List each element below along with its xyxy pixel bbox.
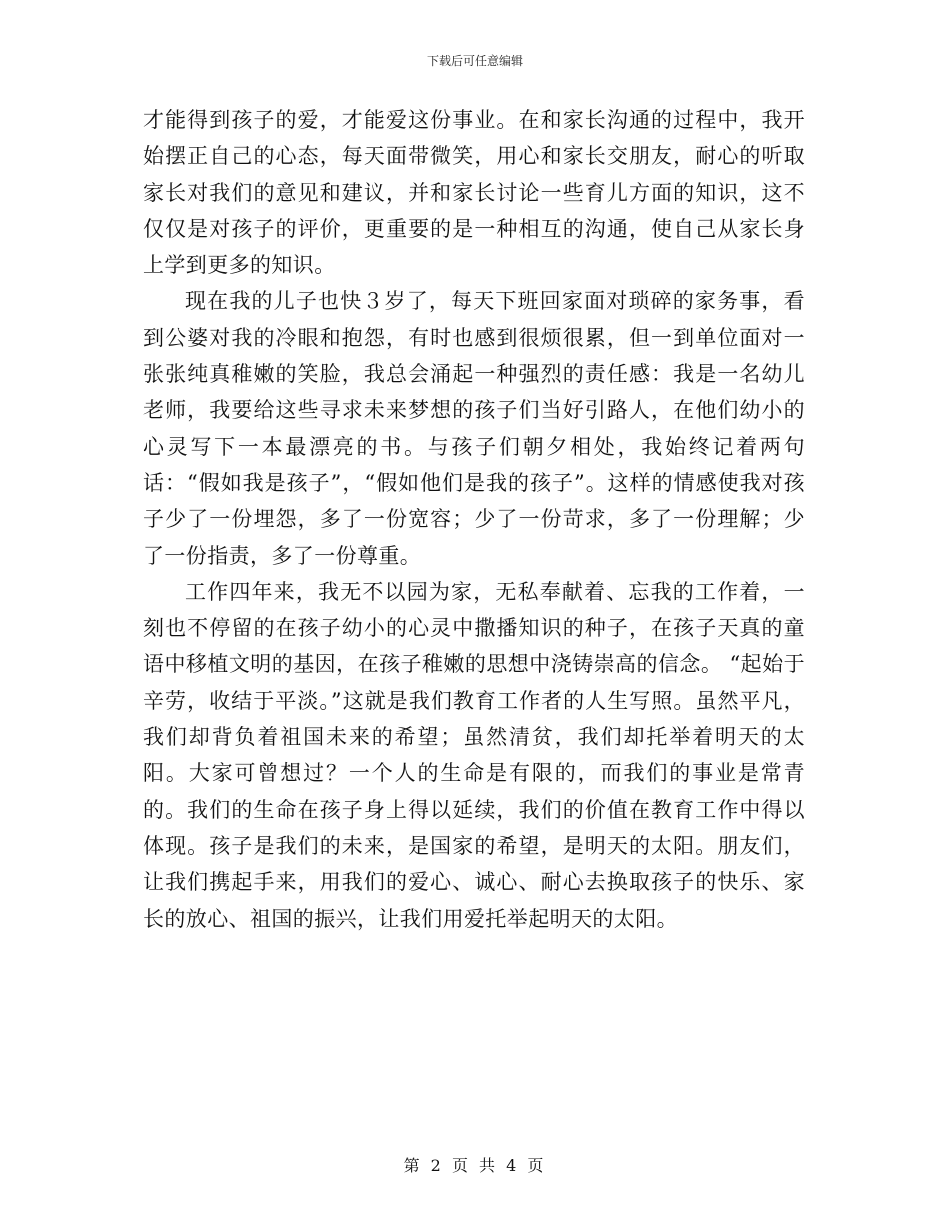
paragraph-2: 现在我的儿子也快３岁了，每天下班回家面对琐碎的家务事，看到公婆对我的冷眼和抱怨，有时也感到很烦很累，但一到单位面对一张张纯真稚嫩的笑脸，我总会涌起一种强烈的责任感：我是一名幼儿老师，我要给这些寻求未来梦想的孩子们当好引路人，在他们幼小的心灵写下一本最漂亮的书。与孩子们朝夕相处，我始终记着两句话：“假如我是孩子”，“假如他们是我的孩子”。这样的情感使我对孩子少了一份埋怨，多了一份宽容；少了一份苛求，多了一份理解；少了一份指责，多了一份尊重。 bbox=[143, 289, 805, 568]
paragraph-1: 才能得到孩子的爱，才能爱这份事业。在和家长沟通的过程中，我开始摆正自己的心态，每天面带微笑，用心和家长交朋友，耐心的听取家长对我们的意见和建议，并和家长讨论一些育儿方面的知识，这不仅仅是对孩子的评价，更重要的是一种相互的沟通，使自己从家长身上学到更多的知识。 bbox=[143, 108, 805, 278]
page-number-footer: 第 2 页 共 4 页 bbox=[403, 1156, 547, 1175]
header-note: 下载后可任意编辑 bbox=[426, 54, 523, 68]
body-text bbox=[143, 102, 805, 937]
paragraph-3: 工作四年来，我无不以园为家，无私奉献着、忘我的工作着，一刻也不停留的在孩子幼小的心灵中撒播知识的种子，在孩子天真的童语中移植文明的基因，在孩子稚嫩的思想中浇铸崇高的信念。 “起始于辛劳，收结于平淡。”这就是我们教育工作者的人生写照。虽然平凡，我们却背负着祖国未来的希望；虽然清贫，我们却托举着明天的太阳。大家可曾想过？一个人的生命是有限的，而我们的事业是常青的。我们的生命在孩子身上得以延续，我们的价值在教育工作中得以体现。孩子是我们的未来，是国家的希望，是明天的太阳。朋友们，让我们携起手来，用我们的爱心、诚心、耐心去换取孩子的快乐、家长的放心、祖国的振兴，让我们用爱托举起明天的太阳。 bbox=[143, 579, 805, 931]
